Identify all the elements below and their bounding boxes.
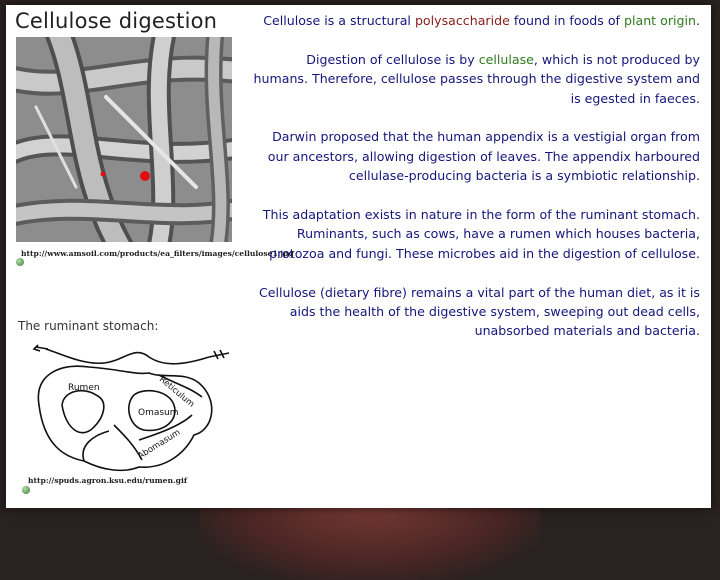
- paragraph-cellulose-definition: Cellulose is a structural polysaccharide found in foods of plant origin.: [263, 13, 700, 28]
- diagram-source-link[interactable]: http://spuds.agron.ksu.edu/rumen.gif: [28, 476, 188, 485]
- photo-source-link[interactable]: http://www.amsoil.com/products/ea_filters/images/cellulose1.jpg: [21, 249, 294, 258]
- diagram-label-omasum: Omasum: [138, 408, 179, 418]
- slide-title: Cellulose digestion: [15, 9, 218, 33]
- keyword-cellulase: cellulase: [478, 51, 534, 67]
- cellulose-micrograph: [16, 37, 232, 242]
- globe-icon: [22, 486, 30, 494]
- diagram-label-abomasum: Abomasum: [136, 427, 183, 462]
- paragraph-appendix: Darwin proposed that the human appendix is a vestigial organ from our ancestors, allowing digestion of leaves. The appendix harboured cellulase-producing bacteria is a symbiotic relationship.: [267, 129, 700, 184]
- globe-icon: [16, 258, 24, 266]
- ruminant-stomach-heading: The ruminant stomach:: [18, 319, 159, 333]
- paragraph-ruminant: This adaptation exists in nature in the form of the ruminant stomach. Ruminants, such as cows, have a rumen which houses bacteria, protozoa and fungi. These microbes aid in the digestion of cellulose.: [262, 207, 700, 261]
- paragraph-dietary-fibre: Cellulose (dietary fibre) remains a vital part of the human diet, as it is aids the health of the digestive system, sweeping out dead cells, unabsorbed materials and bacteria.: [258, 284, 700, 339]
- keyword-polysaccharide: polysaccharide: [414, 13, 510, 28]
- body-text: [250, 11, 700, 360]
- diagram-label-reticulum: Reticulum: [157, 374, 197, 410]
- slide: [6, 5, 711, 508]
- paragraph-cellulase: Digestion of cellulose is by cellulase, which is not produced by humans. Therefore, cellulose passes through the digestive system and is egested in faeces.: [253, 51, 700, 106]
- diagram-label-rumen: Rumen: [68, 383, 100, 393]
- ruminant-stomach-diagram: [24, 335, 236, 475]
- keyword-plant-origin: plant origin: [623, 13, 696, 28]
